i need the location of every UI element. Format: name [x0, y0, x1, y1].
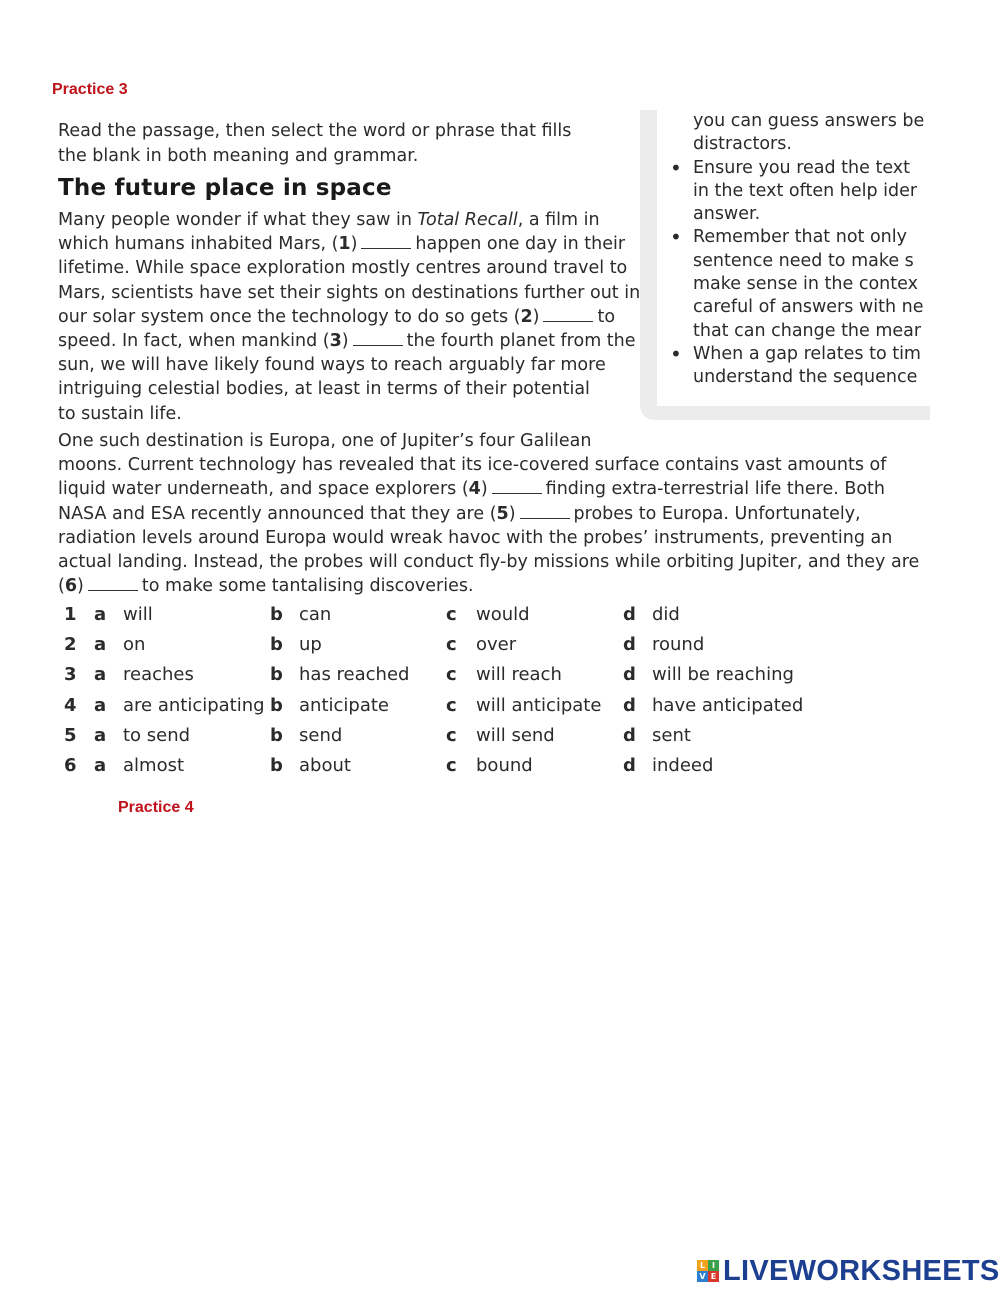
line-text: , a film in	[517, 210, 600, 230]
line-text: )	[77, 576, 84, 597]
option-letter: c	[446, 664, 457, 686]
passage-line	[58, 502, 918, 526]
option-d[interactable]: did	[652, 604, 680, 625]
option-b[interactable]: send	[299, 724, 343, 746]
answer-blank[interactable]	[361, 236, 411, 249]
passage-line	[58, 526, 918, 550]
practice-4-heading: Practice 4	[118, 799, 194, 816]
tip-line	[657, 226, 937, 249]
option-c[interactable]: over	[476, 634, 517, 656]
tips-box	[657, 110, 937, 406]
line-text: finding extra-terrestrial life there. Both	[545, 479, 886, 500]
tip-text: answer.	[693, 204, 761, 225]
passage-line	[58, 281, 643, 305]
option-c[interactable]: will send	[476, 724, 555, 746]
passage-line	[58, 477, 918, 501]
option-a[interactable]: will	[123, 604, 153, 625]
line-text: actual landing. Instead, the probes will conduct fly-by missions while orbiting Jupiter, and they are	[58, 551, 920, 572]
option-letter: b	[270, 664, 283, 686]
gap-number: 6	[64, 576, 78, 597]
option-letter: a	[94, 724, 107, 746]
option-letter: b	[270, 604, 283, 625]
film-title: Total Recall	[417, 210, 518, 230]
bullet-icon: •	[670, 341, 682, 366]
tip-text: in the text often help ider	[693, 180, 918, 201]
bullet-icon: •	[670, 225, 682, 250]
answer-blank[interactable]	[520, 506, 570, 519]
tip-line	[657, 133, 937, 156]
passage-line	[58, 256, 643, 280]
option-d[interactable]: have anticipated	[652, 694, 804, 716]
option-row	[58, 695, 858, 725]
logo-mark-cell: I	[708, 1260, 719, 1271]
line-text: moons. Current technology has revealed that its ice-covered surface contains vast amounts of	[58, 455, 887, 476]
option-letter: d	[623, 634, 636, 656]
option-d[interactable]: indeed	[652, 755, 714, 776]
option-letter: a	[94, 634, 107, 656]
line-text: )	[350, 234, 358, 255]
line-text: One such destination is Europa, one of Jupiter’s four Galilean	[58, 431, 592, 451]
option-letter: d	[623, 724, 636, 746]
line-text: speed. In fact, when mankind (	[58, 330, 330, 351]
line-text: probes to Europa. Unfortunately,	[573, 503, 861, 524]
tip-line	[657, 110, 937, 133]
line-text: Mars, scientists have set their sights on destinations further out in	[58, 282, 641, 303]
option-c[interactable]: bound	[476, 755, 533, 776]
option-b[interactable]: can	[299, 604, 332, 625]
passage-paragraph-2	[58, 429, 918, 598]
tip-line	[657, 250, 937, 273]
tip-line	[657, 366, 937, 389]
tip-line	[657, 180, 937, 203]
logo-mark-cell: L	[697, 1260, 708, 1271]
gap-number: 1	[338, 234, 351, 255]
tip-text: that can change the mear	[693, 320, 922, 341]
instructions	[58, 119, 618, 168]
tip-text: understand the sequence	[693, 367, 918, 388]
liveworksheets-logo-icon	[697, 1260, 719, 1282]
option-letter: d	[623, 604, 636, 625]
tip-text: make sense in the contex	[693, 274, 918, 295]
option-b[interactable]: anticipate	[299, 694, 389, 716]
tip-text: careful of answers with ne	[693, 297, 924, 318]
tip-text: distractors.	[693, 134, 792, 155]
line-text: )	[480, 479, 488, 500]
option-letter: c	[446, 724, 457, 746]
tip-text: Ensure you read the text	[693, 157, 911, 178]
option-d[interactable]: sent	[652, 724, 691, 746]
option-c[interactable]: will anticipate	[476, 694, 602, 716]
option-a[interactable]: to send	[123, 724, 191, 746]
option-letter: a	[94, 694, 107, 716]
logo-mark-cell: E	[708, 1271, 719, 1282]
passage-line	[58, 305, 643, 329]
line-text: (	[58, 576, 65, 597]
question-number: 1	[64, 604, 77, 625]
question-number: 3	[64, 664, 77, 686]
tip-line	[657, 273, 937, 296]
option-letter: d	[623, 694, 636, 716]
option-letter: c	[446, 755, 457, 776]
passage-line	[58, 353, 643, 377]
line-text: )	[341, 330, 349, 351]
option-letter: c	[446, 634, 457, 656]
passage-line	[58, 377, 643, 401]
option-row	[58, 725, 858, 755]
instruction-line: Read the passage, then select the word or phrase that fills	[58, 121, 572, 141]
passage-line	[58, 232, 643, 256]
option-b[interactable]: up	[299, 634, 322, 656]
passage-title: The future place in space	[58, 175, 392, 201]
option-c[interactable]: would	[476, 604, 530, 625]
option-letter: c	[446, 604, 457, 625]
line-text: )	[532, 306, 540, 327]
gap-number: 5	[496, 503, 509, 524]
gap-number: 3	[329, 330, 342, 351]
option-a[interactable]: reaches	[123, 664, 194, 686]
option-letter: a	[94, 604, 107, 625]
logo-text: LIVEWORKSHEETS	[723, 1254, 1000, 1287]
option-letter: d	[623, 755, 636, 776]
question-number: 2	[64, 634, 77, 656]
line-text: the fourth planet from the	[406, 330, 636, 351]
bullet-icon: •	[670, 155, 682, 180]
line-text: lifetime. While space exploration mostly centres around travel to	[58, 258, 628, 279]
tip-line	[657, 296, 937, 319]
passage-line	[58, 208, 643, 232]
tip-line	[657, 203, 937, 226]
line-text: which humans inhabited Mars, (	[58, 234, 339, 255]
option-letter: b	[270, 694, 283, 716]
line-text: our solar system once the technology to do so gets (	[58, 306, 521, 327]
option-letter: d	[623, 664, 636, 686]
option-c[interactable]: will reach	[476, 664, 562, 686]
option-d[interactable]: will be reaching	[652, 664, 794, 686]
practice-3-heading: Practice 3	[52, 81, 128, 98]
instruction-line: the blank in both meaning and grammar.	[58, 145, 419, 166]
line-text: liquid water underneath, and space explorers (	[58, 479, 469, 500]
passage-line	[58, 574, 918, 598]
answer-blank[interactable]	[492, 481, 542, 494]
answer-blank[interactable]	[353, 333, 403, 346]
gap-number: 4	[468, 479, 481, 500]
option-row	[58, 755, 858, 785]
tip-line	[657, 343, 937, 366]
line-text: NASA and ESA recently announced that they are (	[58, 503, 497, 524]
question-number: 4	[64, 694, 77, 716]
line-text: to make some tantalising discoveries.	[141, 576, 474, 597]
option-letter: b	[270, 724, 283, 746]
line-text: to sustain life.	[58, 403, 182, 424]
passage-line	[58, 453, 918, 477]
tip-text: you can guess answers be	[693, 111, 925, 131]
answer-blank[interactable]	[88, 578, 138, 591]
passage-line	[58, 429, 918, 453]
option-d[interactable]: round	[652, 634, 705, 656]
line-text: happen one day in their	[415, 234, 626, 255]
option-letter: a	[94, 755, 107, 776]
line-text: intriguing celestial bodies, at least in terms of their potential	[58, 379, 590, 400]
option-b[interactable]: has reached	[299, 664, 410, 686]
tip-line	[657, 157, 937, 180]
line-text: Many people wonder if what they saw in	[58, 210, 418, 230]
option-letter: a	[94, 664, 107, 686]
tip-text: When a gap relates to tim	[693, 343, 921, 364]
option-a[interactable]: are anticipating	[123, 694, 265, 716]
option-letter: b	[270, 634, 283, 656]
line-text: radiation levels around Europa would wreak havoc with the probes’ instruments, preventing an	[58, 527, 893, 548]
line-text: )	[508, 503, 516, 524]
question-number: 5	[64, 724, 77, 746]
tip-text: Remember that not only	[693, 227, 907, 248]
line-text: sun, we will have likely found ways to reach arguably far more	[58, 355, 606, 376]
option-letter: c	[446, 694, 457, 716]
line-text: to	[597, 306, 616, 327]
liveworksheets-logo	[697, 1256, 1000, 1286]
tip-line	[657, 320, 937, 343]
passage-line	[58, 550, 918, 574]
passage-line	[58, 329, 643, 353]
logo-mark-cell: V	[697, 1271, 708, 1282]
option-row	[58, 634, 858, 664]
gap-number: 2	[520, 306, 533, 327]
option-row	[58, 604, 858, 634]
answer-blank[interactable]	[543, 309, 593, 322]
option-row	[58, 664, 858, 694]
question-number: 6	[64, 755, 77, 776]
option-a[interactable]: almost	[123, 755, 185, 776]
passage-paragraph-1	[58, 208, 643, 426]
option-a[interactable]: on	[123, 634, 146, 656]
option-b[interactable]: about	[299, 755, 351, 776]
passage-line	[58, 402, 643, 426]
option-letter: b	[270, 755, 283, 776]
tip-text: sentence need to make s	[693, 250, 914, 271]
